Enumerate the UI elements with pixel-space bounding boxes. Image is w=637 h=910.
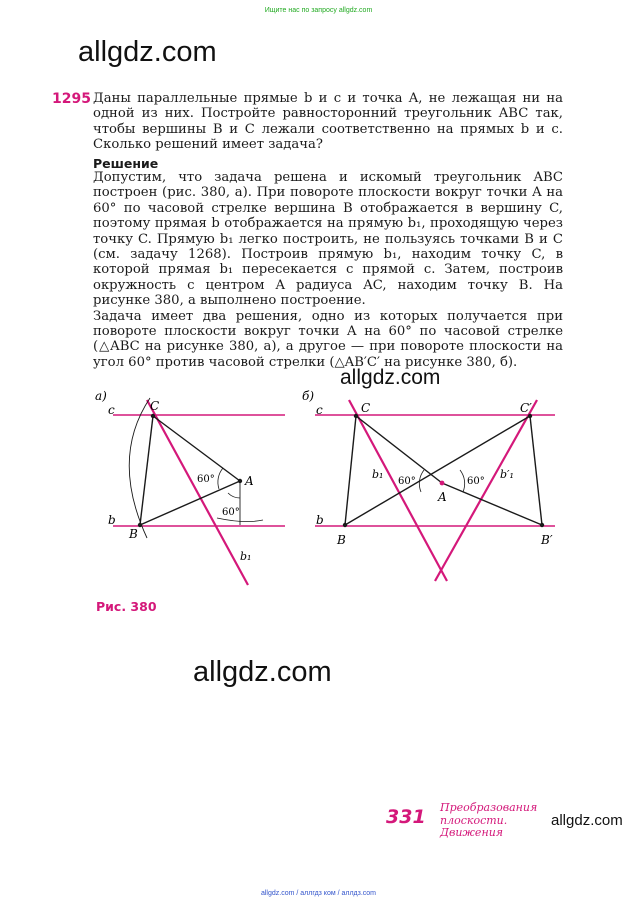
- page-number: 331: [386, 806, 426, 828]
- angle-label: 60°: [222, 507, 240, 518]
- label-line-b: b: [316, 513, 324, 527]
- watermark: allgdz.com: [193, 656, 332, 688]
- side-bc: [345, 416, 356, 525]
- label-point-a: A: [245, 474, 254, 488]
- header-note: Ищите нас по запросу allgdz.com: [264, 7, 373, 14]
- solution-paragraph: Задача имеет два решения, одно из которых получается при повороте плоскости вокруг точки A на 60° по часовой стрелке (△ABC на рисунке 380, а), а другое — при повороте плоскости на угол 60° против часовой стрелки (△AB′C′ на рисунке 380, б).: [93, 308, 563, 370]
- figure-panel-a: [95, 389, 285, 585]
- label-line-b1-prime: b′₁: [500, 468, 514, 481]
- label-point-b-prime: B′: [541, 533, 553, 547]
- line-b1: [147, 400, 248, 585]
- point-a: [238, 479, 242, 483]
- solution-text: [93, 170, 563, 370]
- point-b-prime: [540, 523, 544, 527]
- side-ab: [140, 481, 240, 525]
- section-title-line: плоскости.: [440, 813, 508, 827]
- label-point-b: B: [337, 533, 346, 547]
- section-title: [440, 802, 550, 840]
- label-point-c: C: [361, 401, 371, 415]
- angle-arc: [228, 493, 240, 498]
- panel-label-b: б): [302, 389, 315, 403]
- angle-label: 60°: [398, 476, 416, 487]
- label-line-c: c: [108, 403, 115, 417]
- section-title-line: Преобразования: [440, 801, 538, 814]
- label-line-b1: b₁: [372, 468, 384, 481]
- solution-paragraph: Допустим, что задача решена и искомый треугольник ABC построен (рис. 380, а). При повороте плоскости вокруг точки A на 60° по часовой стрелке вершина B отображается в вершину C, поэтому прямая b отображается на прямую b₁, проходящую через точку C. Прямую b₁ легко построить, не пользуясь точками B и C (см. задачу 1268). Построив прямую b₁, находим точку C, в которой прямая b₁ пересекается с прямой c. Затем, построив окружность с центром A радиуса AC, находим точку B. На рисунке 380, а выполнено построение.: [93, 170, 563, 309]
- point-b: [138, 523, 142, 527]
- panel-label-a: а): [95, 389, 107, 403]
- watermark: allgdz.com: [551, 812, 623, 829]
- label-point-a: A: [438, 490, 447, 504]
- label-line-c: c: [316, 403, 323, 417]
- solution-heading: Решение: [93, 156, 159, 171]
- problem-statement: Даны параллельные прямые b и c и точка A, не лежащая ни на одной из них. Постройте равносторонний треугольник ABC так, чтобы вершины B и C лежали соответственно на прямых b и c. Сколько решений имеет задача?: [93, 91, 563, 153]
- side-ab-prime: [442, 483, 542, 525]
- point-c: [354, 414, 358, 418]
- point-b: [343, 523, 347, 527]
- side-cb-prime: [530, 416, 542, 525]
- watermark: allgdz.com: [340, 366, 441, 389]
- figure-caption: Рис. 380: [96, 599, 157, 614]
- side-bc: [140, 416, 153, 525]
- bottom-note: allgdz.com / аллгдз ком / аллдз.com: [260, 890, 377, 897]
- label-line-b: b: [108, 513, 116, 527]
- label-point-b: B: [129, 527, 138, 541]
- label-point-c: C: [150, 399, 160, 413]
- angle-label: 60°: [197, 474, 215, 485]
- angle-arc: [460, 470, 465, 492]
- label-line-b1: b₁: [240, 550, 252, 563]
- watermark: allgdz.com: [78, 36, 217, 68]
- point-a: [440, 481, 445, 486]
- angle-label: 60°: [467, 476, 485, 487]
- side-ca: [153, 416, 240, 481]
- figure-380: [95, 388, 575, 588]
- point-c: [151, 414, 155, 418]
- label-point-c-prime: C′: [520, 401, 532, 415]
- figure-panel-b: [302, 389, 555, 581]
- section-title-line: Движения: [440, 826, 504, 839]
- side-ca: [356, 416, 442, 483]
- line-b1: [349, 400, 447, 581]
- problem-number: 1295: [52, 91, 91, 107]
- line-b1-prime: [435, 400, 537, 581]
- angle-arc: [218, 468, 223, 489]
